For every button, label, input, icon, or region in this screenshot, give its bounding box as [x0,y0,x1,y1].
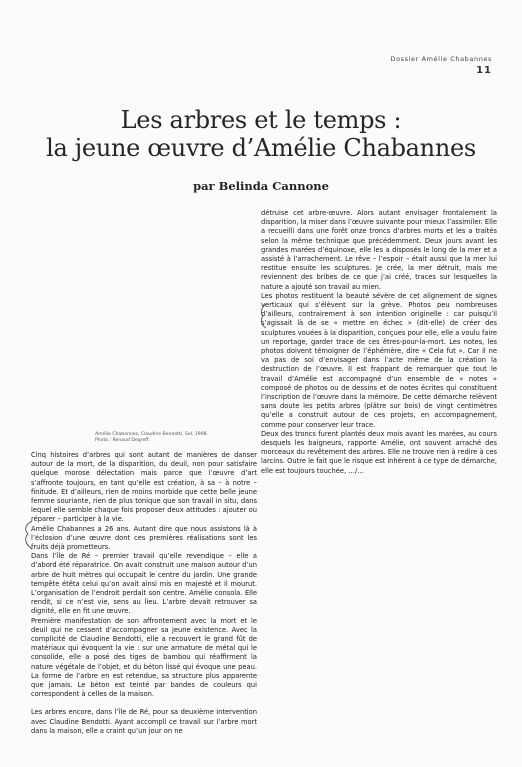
paragraph: Les photos restituent la beauté sévère de cet alignement de signes verticaux qui s’élèvent sur la grève. Photos peu nombreuses d’ailleurs, contrairement à son intention originelle : car puisqu’il s’agissait là de se « mettre en échec » (dit-elle) de créer des sculptures vouées à la disparition, conçues pour elle, elle a voulu faire un reportage, garder trace de ces êtres-pour-la-mort. Les notes, les photos doivent témoigner de l’éphémère, dire « Cela fut ». Car il ne va pas de soi d’envisager dans l’acte même de la création la destruction de l’œuvre. Il est frappant de remarquer que tout le travail d’Amélie est accompagné d’un ensemble de « notes » composé de photos ou de dessins et de notes écrites qui constituent l’inscription de l’œuvre dans la mémoire. De cette démarche relèvent sans doute les petits arbres (plâtre sur bois) de vingt centimètres qu’elle a construit autour de ces projets, en accompagnement, comme pour conserver leur trace. [261,291,497,429]
title-line-1: Les arbres et le temps : [120,106,402,134]
section-title: Dossier Amélie Chabannes [390,55,492,63]
caption-line-1: Amélie Chabannes, Claudine Bendotti, Sol, 1998. [95,432,208,437]
handwritten-bracket-mark [258,303,268,329]
paragraph: Deux des troncs furent plantés deux mois avant les marées, au cours desquels les baigneurs, rapporte Amélie, ont souvent arraché des morceaux du revêtement des arbres. Elle ne trouve rien à redire à ces larcins. Outre le fait que le risque est inhérent à ce type de démarche, elle est toujours touchée, …/… [261,429,497,475]
paragraph: Amélie Chabannes a 26 ans. Autant dire que nous assistons là à l’éclosion d’une œuvre dont ces premières réalisations sont les fruits déjà prometteurs. [31,524,257,552]
paragraph: détruise cet arbre-œuvre. Alors autant envisager frontalement la disparition, la miser dans l’œuvre suivante pour mieux l’assimiler. Elle a recueilli dans une forêt onze troncs d’arbres morts et les a traités selon la même technique que précédemment. Deux jours avant les grandes marées d’équinoxe, elle les a disposés le long de la mer et a assisté à l’arrachement. Le rêve – l’espoir – était aussi que la mer lui restitue ensuite les sculptures. Je crée, la mer détruit, mais me reviennent des bribes de ce que j’ai créé, traces sur lesquelles la nature a ajouté son travail au mien. [261,209,497,291]
caption-line-2: Photo : Renaud Degreff. [95,438,150,444]
body-column-right [261,209,497,476]
paragraph: Cinq histoires d’arbres qui sont autant de manières de danser autour de la mort, de la disparition, du deuil, non pour satisfaire quelque morose délectation mais parce que l’œuvre d’art s’affronte toujours, en tant qu’elle est création, à sa – à notre – finitude. Et d’ailleurs, rien de moins morbide que cette belle jeune femme souriante, rien de plus tonique que son travail in situ, dans lequel elle semble chaque fois proposer deux attitudes : ajouter ou réparer – participer à la vie. [31,451,257,524]
body-column-left [31,451,257,736]
page-number: 11 [476,65,492,76]
photo-caption [95,432,208,444]
byline: par Belinda Cannone [193,179,329,193]
paragraph: Première manifestation de son affrontement avec la mort et le deuil qui ne cessent d’accompagner sa jeune existence. Avec la complicité de Claudine Bendotti, elle a recouvert le grand fût de matériaux qui évoquent la vie : sur une armature de métal qui le consolide, elle a posé des tiges de bambou qui réaffirment la nature végétale de l’objet, et du béton lissé qui évoque une peau. La forme de l’arbre en est retendue, sa structure plus apparente que jamais. Le béton est teinté par bandes de couleurs qui correspondent à celles de la maison. [31,616,257,699]
title-line-2: la jeune œuvre d’Amélie Chabannes [46,134,476,162]
handwritten-bracket-mark [22,520,34,550]
paragraph: Les arbres encore, dans l’île de Ré, pour sa deuxième intervention avec Claudine Bendotti. Ayant accompli ce travail sur l’arbre mort dans la maison, elle a craint qu’un jour on ne [31,708,257,735]
article-title [20,106,502,162]
running-head [390,55,492,76]
paragraph: Dans l’île de Ré – premier travail qu’elle revendique – elle a d’abord été réparatrice. On avait construit une maison autour d’un arbre de huit mètres qui occupait le centre du jardin. Une grande tempête étêta celui qu’on avait ainsi mis en majesté et il mourut. L’organisation de l’endroit perdait son centre. Amélie consola. Elle rendit, si ce n’est vie, sens au lieu. L’arbre devait retrouver sa dignité, elle en fit une œuvre. [31,552,257,616]
